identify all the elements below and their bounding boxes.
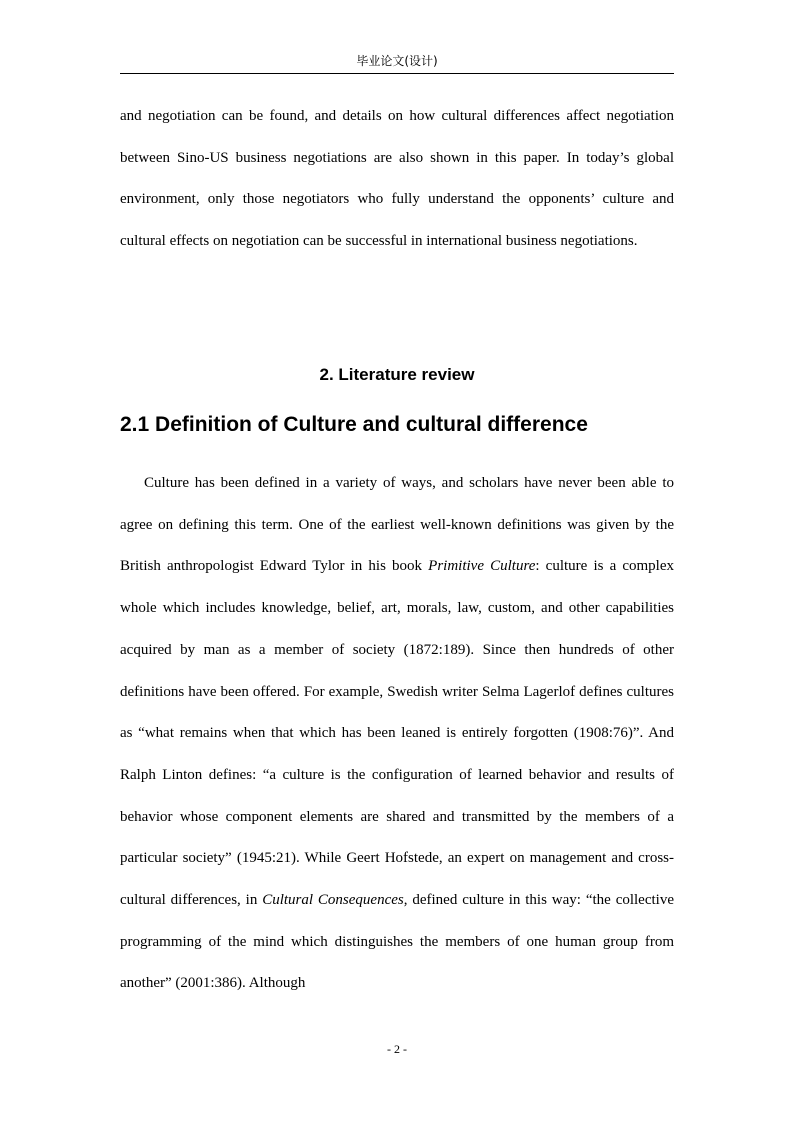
subsection-heading: 2.1 Definition of Culture and cultural difference (120, 413, 588, 436)
header-divider (120, 73, 674, 74)
body-text-segment: , defined culture in this way: “the collective programming of the mind which distinguishes the members of one human group from another” (2001:386). Although (120, 892, 674, 992)
page-header-title: 毕业论文(设计) (356, 54, 438, 68)
intro-paragraph: and negotiation can be found, and details on how cultural differences affect negotiation between Sino-US business negotiations are also shown in this paper. In today’s global environment, only those negotiators who fully understand the opponents’ culture and cultural effects on negotiation can be successful in international business negotiations. (120, 108, 674, 250)
book-title-primitive-culture: Primitive Culture (428, 558, 536, 575)
section-heading: 2. Literature review (319, 365, 475, 384)
body-text-segment: Culture has been defined in a variety of ways, and scholars have never been able to agree on defining this term. One of the earliest well-known definitions was given by the British anthropologist Edward Tylor in his book (120, 475, 674, 575)
book-title-cultural-consequences: Cultural Consequences (262, 892, 404, 909)
page-number: - 2 - (387, 1042, 407, 1056)
body-paragraph (120, 463, 674, 1005)
body-text-segment: : culture is a complex whole which includes knowledge, belief, art, morals, law, custom, and other capabilities acquired by man as a member of society (1872:189). Since then hundreds of other definitions have been offered. For example, Swedish writer Selma Lagerlof defines cultures as “what remains when that which has been leaned is entirely forgotten (1908:76)”. And Ralph Linton defines: “a culture is the configuration of learned behavior and results of behavior whose component elements are shared and transmitted by the members of a particular society” (1945:21). While Geert Hofstede, an expert on management and cross-cultural differences, in (120, 558, 674, 909)
